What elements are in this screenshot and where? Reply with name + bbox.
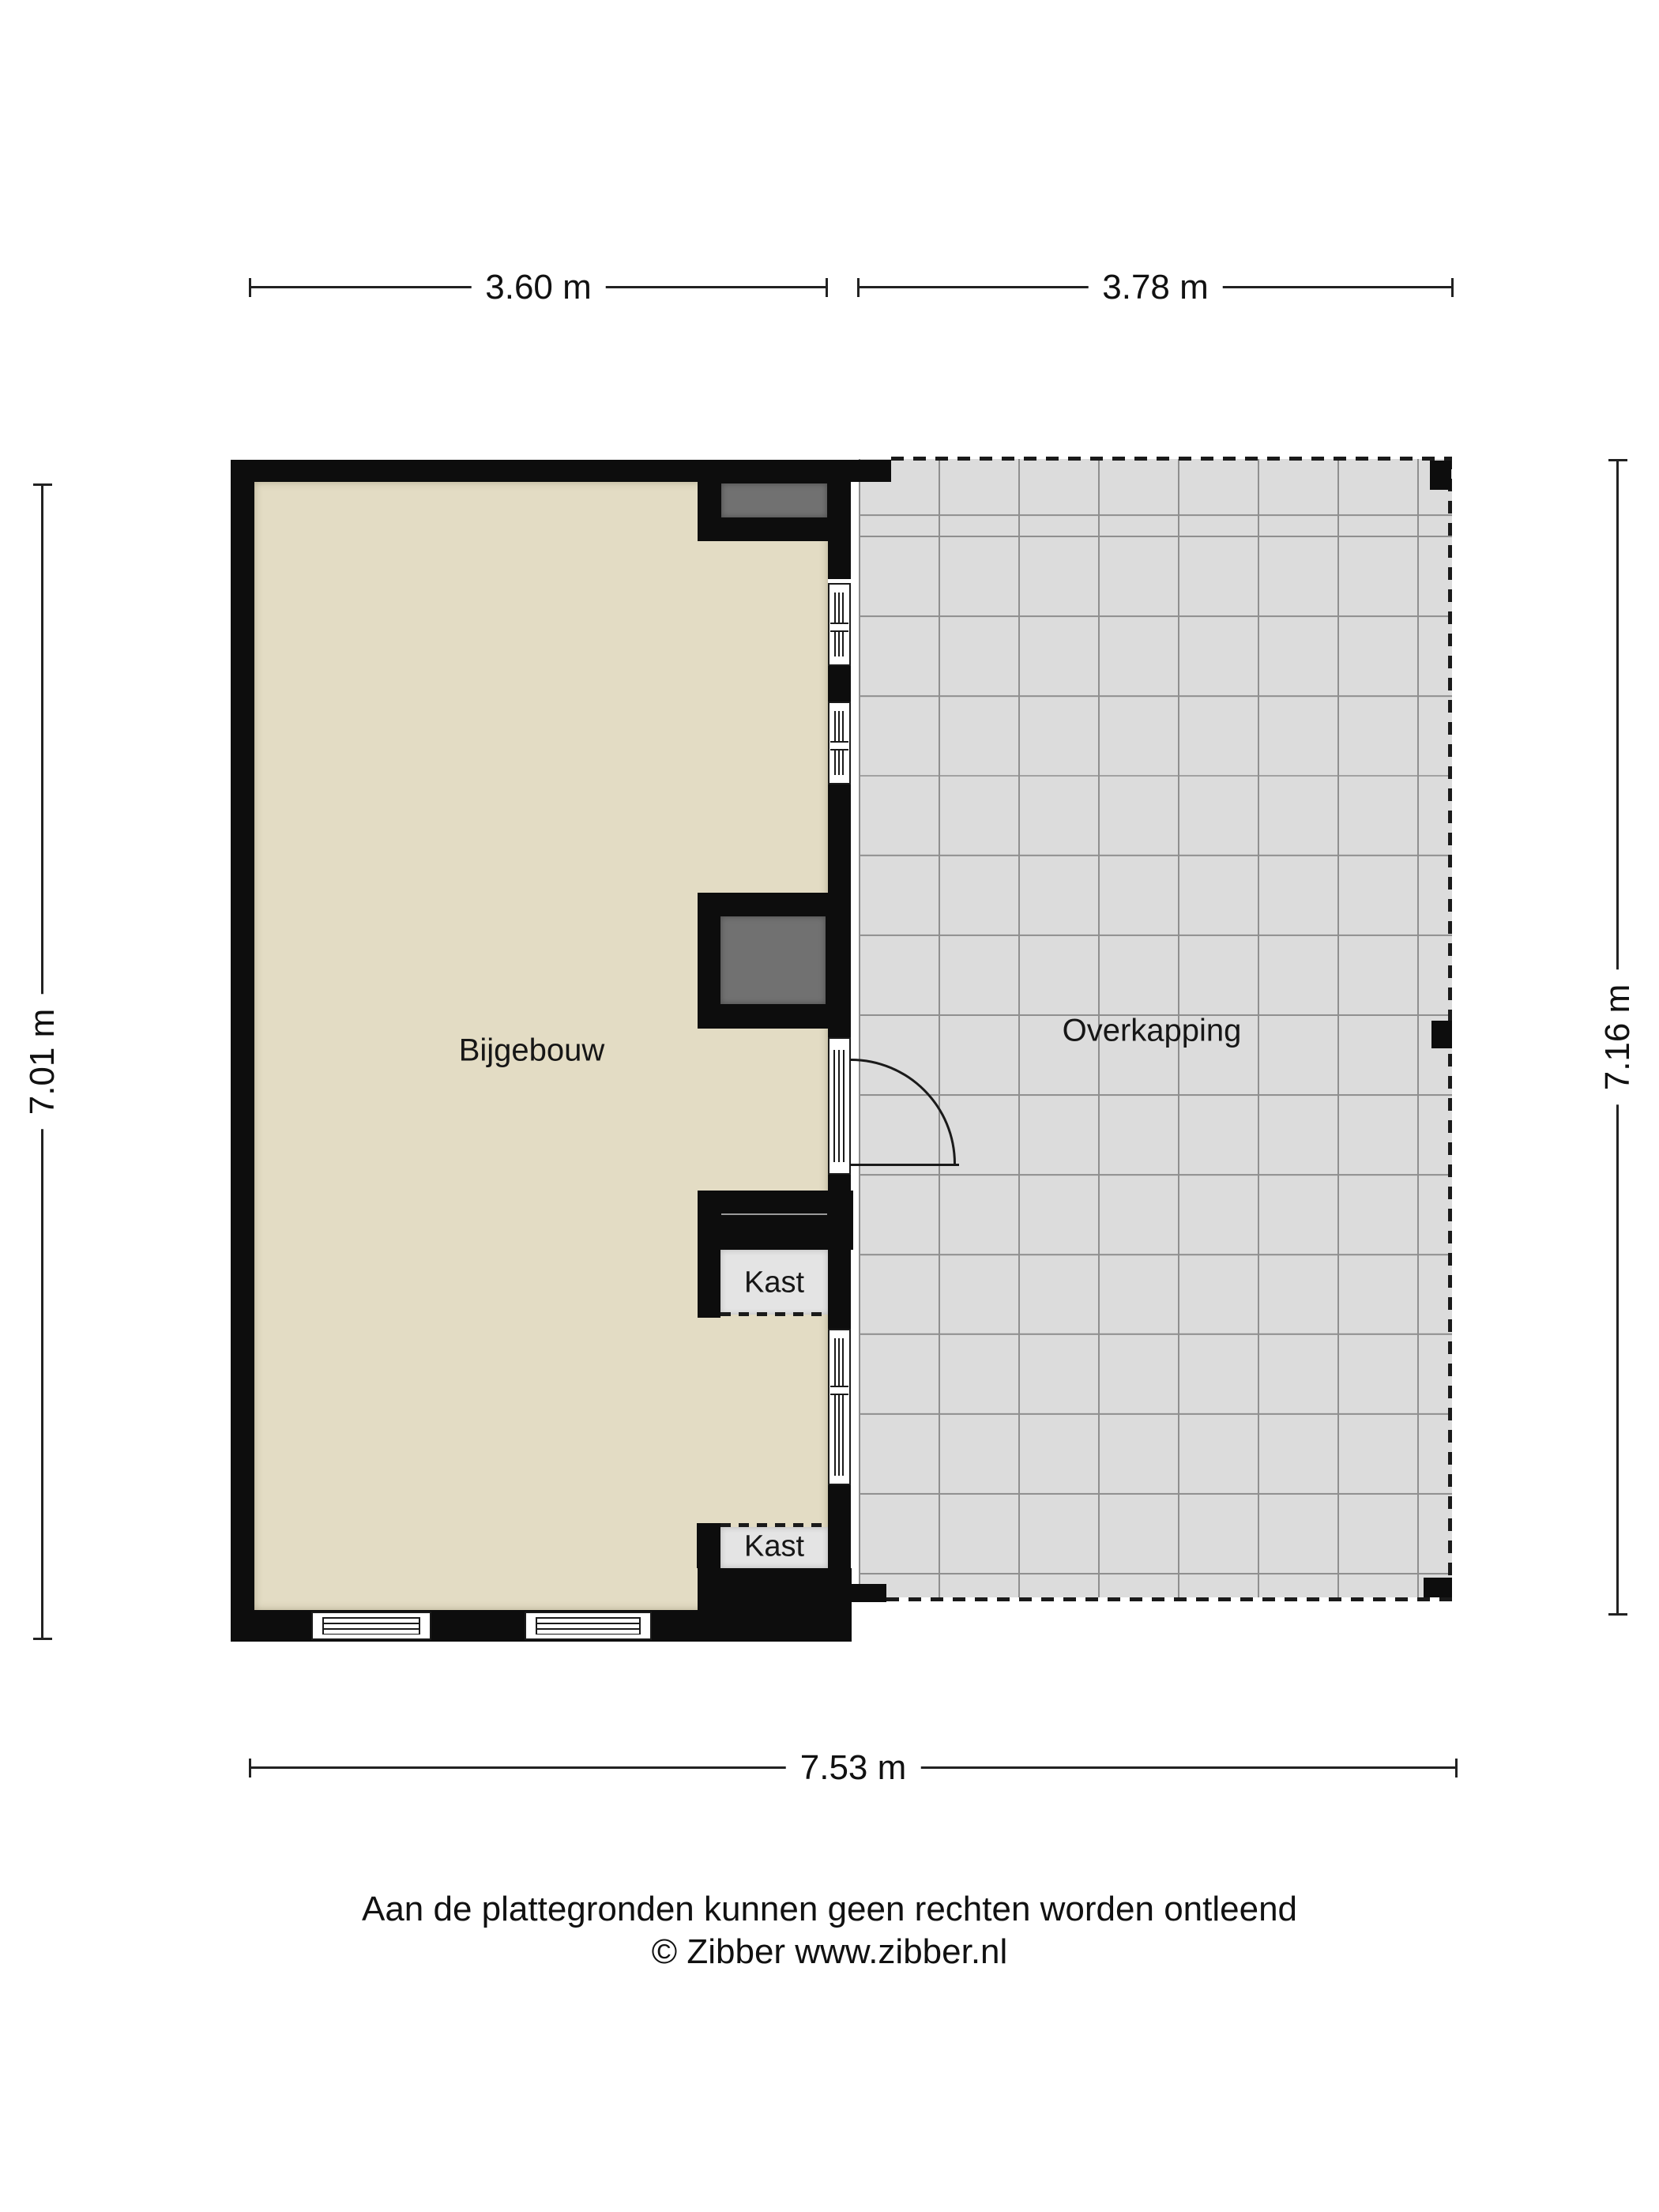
dimension-label: 7.01 m — [23, 995, 62, 1130]
closet1-top-wall — [698, 1191, 853, 1250]
wall-right-seg6 — [828, 1485, 851, 1568]
door-glass — [833, 1050, 845, 1162]
closet1-left-wall — [698, 1250, 720, 1318]
dimension-top-right — [857, 268, 1454, 307]
dimension-tick — [249, 1759, 251, 1778]
canopy-post-top-right — [1430, 461, 1451, 490]
canopy-post-bottom-right — [1424, 1578, 1452, 1597]
window-bottom-2 — [525, 1612, 652, 1640]
footer-disclaimer: Aan de plattegronden kunnen geen rechten worden ontleend — [361, 1890, 1298, 1928]
window-right-1 — [828, 583, 851, 666]
canopy-post-mid-right — [1431, 1021, 1452, 1048]
wall-left — [231, 460, 254, 1642]
dimension-label: 7.53 m — [786, 1748, 921, 1788]
dimension-tick — [33, 483, 52, 486]
window-glass — [322, 1617, 420, 1635]
canopy-anchor-stub — [852, 1584, 886, 1602]
room-label-bijgebouw: Bijgebouw — [458, 1033, 605, 1068]
window-right-2 — [828, 702, 851, 784]
dimension-right — [1598, 459, 1637, 1616]
dimension-label: 7.16 m — [1598, 970, 1638, 1105]
canopy-wall-gap — [851, 482, 859, 1597]
window-divider — [830, 623, 848, 632]
footer-copyright: © Zibber www.zibber.nl — [651, 1932, 1008, 1971]
duct-mid-fill — [720, 916, 826, 1004]
door-frame — [828, 1037, 851, 1175]
closet1-shelf-line — [721, 1213, 827, 1215]
wall-right-seg4 — [828, 1029, 851, 1037]
dimension-tick — [1608, 459, 1627, 461]
dimension-left — [23, 483, 62, 1640]
dimension-bottom — [249, 1748, 1458, 1787]
window-right-3 — [828, 1329, 851, 1485]
window-bottom-1 — [311, 1612, 431, 1640]
closet1-label: Kast — [743, 1266, 805, 1300]
dimension-tick — [857, 278, 860, 297]
dimension-tick — [1455, 1759, 1458, 1778]
window-divider — [830, 741, 848, 750]
closet1-dashed-front — [720, 1312, 828, 1316]
dimension-tick — [1608, 1613, 1627, 1616]
closet2-left-wall — [697, 1523, 720, 1568]
wall-right-seg3 — [828, 784, 851, 893]
dimension-tick — [826, 278, 828, 297]
overkapping-dashed-bottom — [886, 1597, 1452, 1601]
dimension-top-left — [249, 268, 828, 307]
window-glass — [536, 1617, 641, 1635]
overkapping-dashed-top — [891, 457, 1452, 461]
corner-wall-block — [698, 1568, 852, 1642]
dimension-label: 3.60 m — [471, 268, 606, 307]
dimension-tick — [1451, 278, 1454, 297]
dimension-tick — [33, 1638, 52, 1640]
dimension-label: 3.78 m — [1088, 268, 1223, 307]
room-label-overkapping: Overkapping — [1062, 1013, 1242, 1048]
dimension-tick — [249, 278, 251, 297]
wall-right-seg2 — [828, 666, 851, 702]
window-divider — [830, 1386, 848, 1395]
door-leaf — [851, 1164, 959, 1166]
window-glass — [834, 1338, 845, 1476]
duct-top-fill — [721, 483, 827, 517]
closet2-label: Kast — [743, 1529, 805, 1563]
wall-top — [231, 460, 891, 482]
